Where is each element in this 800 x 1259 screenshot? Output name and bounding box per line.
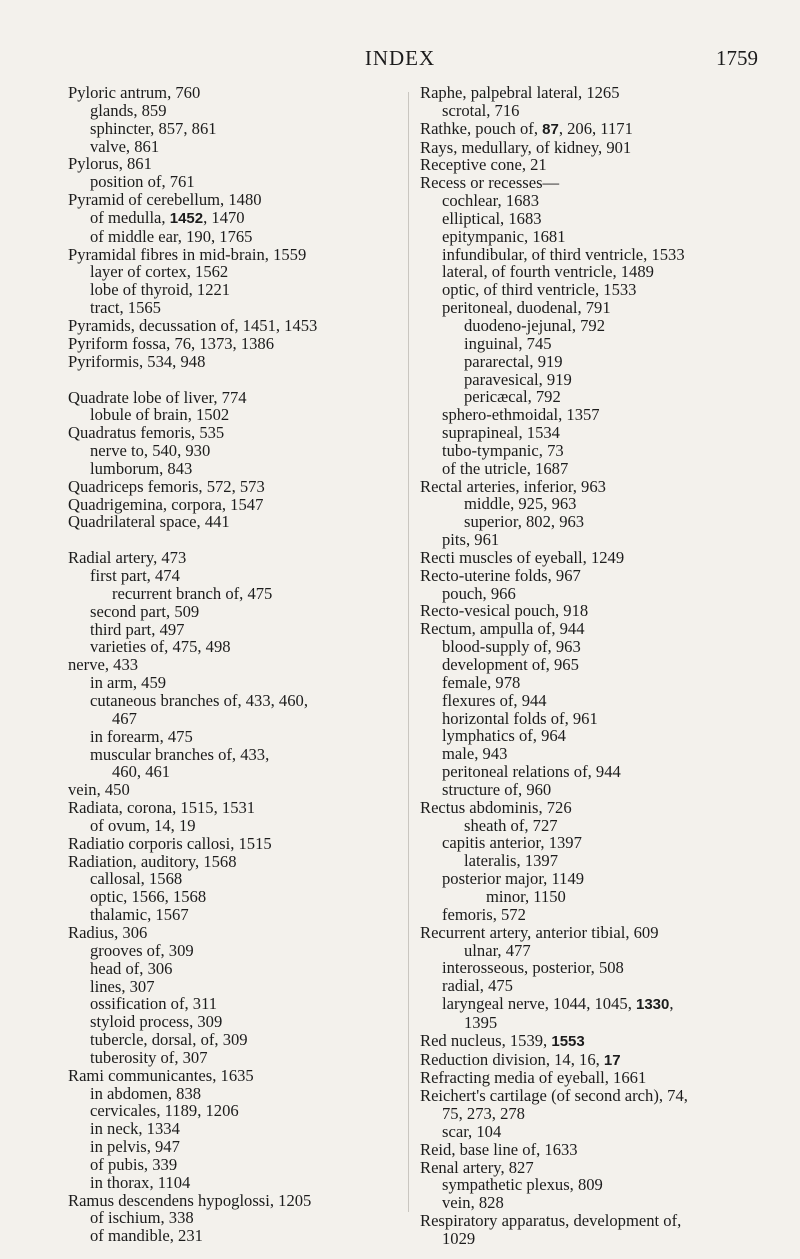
index-entry (420, 549, 760, 567)
index-entry (68, 281, 408, 299)
entry-text: optic, of third ventricle, 1533 (442, 280, 637, 300)
index-entry (68, 442, 408, 460)
index-entry (420, 924, 760, 942)
index-entry (68, 835, 408, 853)
entry-text: superior, 802, 963 (464, 512, 585, 532)
index-entry (68, 924, 408, 942)
entry-bold-ref: 1330 (636, 996, 670, 1014)
index-entry (68, 656, 408, 674)
index-entry (68, 870, 408, 888)
entry-text-after: , 1470 (203, 207, 245, 227)
index-entry (68, 942, 408, 960)
index-entry (68, 549, 408, 567)
entry-text: Respiratory apparatus, development of, (420, 1211, 682, 1231)
index-entry (420, 228, 760, 246)
entry-text: paravesical, 919 (464, 369, 572, 389)
index-entry (68, 353, 408, 371)
entry-text: position of, 761 (90, 172, 195, 192)
index-entry (420, 799, 760, 817)
index-entry (68, 1209, 408, 1227)
entry-text: tuberosity of, 307 (90, 1047, 208, 1067)
index-entry (68, 1174, 408, 1192)
entry-text: sympathetic plexus, 809 (442, 1175, 603, 1195)
index-entry (420, 942, 760, 960)
entry-text: Pyramid of cerebellum, 1480 (68, 190, 262, 210)
index-entry (68, 228, 408, 246)
entry-text: Radius, 306 (68, 922, 148, 942)
index-entry (420, 906, 760, 924)
index-entry (420, 84, 760, 102)
entry-text: development of, 965 (442, 655, 579, 674)
index-entry (420, 620, 760, 638)
entry-text: callosal, 1568 (90, 869, 183, 889)
entry-text: Reduction division, 14, 16, (420, 1049, 604, 1069)
entry-text: of pubis, 339 (90, 1154, 178, 1174)
entry-text: Pyriformis, 534, 948 (68, 351, 206, 371)
index-entry (68, 120, 408, 138)
entry-text: 467 (112, 708, 137, 728)
page-number: 1759 (716, 46, 758, 70)
entry-text: Quadrilateral space, 441 (68, 512, 230, 532)
entry-text: scar, 104 (442, 1121, 502, 1141)
index-entry (68, 1227, 408, 1245)
index-entry (420, 585, 760, 603)
entry-text: vein, 828 (442, 1193, 504, 1213)
entry-text: Rectal arteries, inferior, 963 (420, 476, 606, 496)
index-entry (68, 1013, 408, 1031)
entry-text: peritoneal relations of, 944 (442, 762, 621, 782)
index-entry (68, 173, 408, 191)
entry-text: Rami communicantes, 1635 (68, 1065, 254, 1085)
index-entry (68, 674, 408, 692)
entry-text: pits, 961 (442, 530, 500, 550)
entry-text: Recurrent artery, anterior tibial, 609 (420, 922, 659, 942)
index-entry (420, 870, 760, 888)
entry-text: tubercle, dorsal, of, 309 (90, 1030, 248, 1050)
index-entry (420, 156, 760, 174)
entry-text: of medulla, (90, 207, 170, 227)
index-entry (420, 1014, 760, 1032)
index-entry (420, 1230, 760, 1248)
entry-text: pericæcal, 792 (464, 387, 561, 407)
index-entry (68, 692, 408, 710)
entry-text: of the utricle, 1687 (442, 458, 569, 478)
index-entry (68, 246, 408, 264)
entry-text: in arm, 459 (90, 673, 167, 693)
entry-text: Radiatio corporis callosi, 1515 (68, 833, 272, 853)
entry-text: lines, 307 (90, 976, 155, 996)
section-gap (68, 531, 408, 549)
section-gap (68, 371, 408, 389)
entry-text: Ramus descendens hypoglossi, 1205 (68, 1190, 312, 1210)
entry-text: vein, 450 (68, 780, 130, 800)
entry-text: Quadrate lobe of liver, 774 (68, 387, 247, 407)
index-entry (68, 299, 408, 317)
index-entry (420, 120, 760, 139)
index-entry (68, 317, 408, 335)
index-entry (420, 317, 760, 335)
entry-text: Reichert's cartilage (of second arch), 74, (420, 1086, 688, 1106)
entry-text: muscular branches of, 433, (90, 744, 270, 764)
entry-text: of mandible, 231 (90, 1226, 203, 1246)
entry-text: Recti muscles of eyeball, 1249 (420, 547, 625, 567)
entry-text: Renal artery, 827 (420, 1157, 534, 1177)
entry-text: Quadrigemina, corpora, 1547 (68, 494, 264, 514)
index-entry (420, 263, 760, 281)
entry-text: 75, 273, 278 (442, 1104, 525, 1124)
entry-text: blood-supply of, 963 (442, 637, 581, 657)
entry-text: Rays, medullary, of kidney, 901 (420, 137, 632, 157)
entry-text: Pyriform fossa, 76, 1373, 1386 (68, 333, 275, 353)
index-entry (420, 1194, 760, 1212)
index-entry (68, 621, 408, 639)
entry-text: thalamic, 1567 (90, 905, 189, 925)
entry-text: Refracting media of eyeball, 1661 (420, 1068, 647, 1088)
index-entry (420, 388, 760, 406)
entry-text: nerve to, 540, 930 (90, 441, 211, 461)
entry-text: middle, 925, 963 (464, 494, 577, 514)
index-entry (420, 977, 760, 995)
entry-text: second part, 509 (90, 601, 200, 621)
index-entry (68, 960, 408, 978)
index-entry (420, 1123, 760, 1141)
entry-text: minor, 1150 (486, 886, 566, 906)
index-entry (68, 513, 408, 531)
entry-text: lumborum, 843 (90, 458, 193, 478)
entry-bold-ref: 87 (542, 120, 559, 138)
entry-text: interosseous, posterior, 508 (442, 958, 624, 978)
index-entry (68, 781, 408, 799)
index-entry (420, 495, 760, 513)
entry-text: Reid, base line of, 1633 (420, 1139, 578, 1159)
entry-text: tubo-tympanic, 73 (442, 440, 564, 460)
index-entry (68, 335, 408, 353)
index-entry (68, 710, 408, 728)
entry-text: Radiata, corona, 1515, 1531 (68, 798, 256, 818)
index-entry (68, 888, 408, 906)
entry-text: in pelvis, 947 (90, 1137, 180, 1157)
index-entry (68, 1085, 408, 1103)
index-entry (68, 191, 408, 209)
index-entry (68, 1138, 408, 1156)
entry-text: inguinal, 745 (464, 333, 552, 353)
index-entry (68, 1067, 408, 1085)
index-entry (68, 746, 408, 764)
entry-text: cervicales, 1189, 1206 (90, 1101, 239, 1121)
entry-text: lateral, of fourth ventricle, 1489 (442, 262, 654, 282)
index-entry (68, 155, 408, 173)
entry-text: first part, 474 (90, 566, 180, 586)
index-entry (68, 585, 408, 603)
entry-text: in abdomen, 838 (90, 1083, 202, 1103)
index-entry (420, 1176, 760, 1194)
entry-text: third part, 497 (90, 619, 185, 639)
entry-text: infundibular, of third ventricle, 1533 (442, 244, 685, 264)
index-entry (68, 84, 408, 102)
index-entry (68, 978, 408, 996)
entry-bold-ref: 1452 (169, 209, 204, 227)
index-entry (420, 727, 760, 745)
entry-text: sheath of, 727 (464, 815, 558, 835)
index-entry (420, 656, 760, 674)
entry-text: head of, 306 (90, 958, 173, 978)
entry-text: Red nucleus, 1539, (420, 1030, 552, 1050)
index-entry (68, 1192, 408, 1210)
index-entry (68, 1049, 408, 1067)
index-entry (68, 424, 408, 442)
index-entry (420, 1212, 760, 1230)
index-entry (420, 371, 760, 389)
entry-text: horizontal folds of, 961 (442, 708, 598, 728)
entry-text: pouch, 966 (442, 583, 516, 603)
entry-text: in thorax, 1104 (90, 1172, 191, 1192)
index-entry (68, 638, 408, 656)
entry-text: tract, 1565 (90, 298, 161, 318)
entry-text: in neck, 1334 (90, 1119, 180, 1139)
index-entry (420, 1032, 760, 1051)
entry-text: ulnar, 477 (464, 940, 531, 960)
entry-text: laryngeal nerve, 1044, 1045, (442, 994, 636, 1014)
entry-text: lymphatics of, 964 (442, 726, 566, 746)
index-entry (420, 1087, 760, 1105)
index-entry (420, 424, 760, 442)
entry-text: Recess or recesses— (420, 173, 560, 193)
entry-text: elliptical, 1683 (442, 208, 542, 228)
index-entry (420, 567, 760, 585)
entry-text: recurrent branch of, 475 (112, 583, 273, 603)
entry-text: in forearm, 475 (90, 726, 193, 746)
entry-text: flexures of, 944 (442, 690, 547, 710)
index-entry (420, 1141, 760, 1159)
entry-text: lobule of brain, 1502 (90, 405, 230, 425)
entry-text: female, 978 (442, 672, 521, 692)
index-entry (420, 888, 760, 906)
entry-text: styloid process, 309 (90, 1012, 223, 1032)
index-entry (420, 442, 760, 460)
index-entry (420, 763, 760, 781)
index-entry (68, 603, 408, 621)
index-entry (420, 1051, 760, 1070)
index-entry (68, 728, 408, 746)
entry-text: Recto-vesical pouch, 918 (420, 601, 589, 621)
index-entry (420, 353, 760, 371)
entry-text: Quadriceps femoris, 572, 573 (68, 476, 265, 496)
entry-text: lateralis, 1397 (464, 851, 559, 871)
index-entry (420, 406, 760, 424)
index-entry (420, 995, 760, 1014)
index-entry (420, 192, 760, 210)
index-entry (420, 478, 760, 496)
entry-text: Quadratus femoris, 535 (68, 423, 225, 443)
entry-text: structure of, 960 (442, 779, 552, 799)
entry-text: Pyramidal fibres in mid-brain, 1559 (68, 244, 307, 264)
index-entry (420, 781, 760, 799)
index-entry (420, 710, 760, 728)
entry-text: posterior major, 1149 (442, 869, 585, 889)
entry-text-after: , (669, 994, 674, 1014)
entry-text: Radial artery, 473 (68, 548, 187, 568)
index-entry (68, 1156, 408, 1174)
entry-text: nerve, 433 (68, 655, 139, 675)
index-entry (420, 531, 760, 549)
index-entry (68, 763, 408, 781)
index-entry (420, 817, 760, 835)
entry-text: duodeno-jejunal, 792 (464, 315, 606, 335)
entry-bold-ref: 17 (603, 1051, 621, 1069)
index-entry (420, 638, 760, 656)
index-entry (68, 389, 408, 407)
index-entry (68, 209, 408, 228)
index-entry (420, 139, 760, 157)
index-entry (68, 406, 408, 424)
index-entry (68, 138, 408, 156)
entry-text: Rectus abdominis, 726 (420, 797, 572, 817)
index-entry (420, 852, 760, 870)
entry-text: epitympanic, 1681 (442, 226, 566, 246)
index-entry (68, 853, 408, 871)
index-entry (68, 995, 408, 1013)
entry-text: grooves of, 309 (90, 940, 194, 960)
index-entry (420, 460, 760, 478)
entry-text: of ischium, 338 (90, 1208, 194, 1228)
entry-text: suprapineal, 1534 (442, 423, 560, 443)
index-entry (420, 1069, 760, 1087)
entry-text: Pyramids, decussation of, 1451, 1453 (68, 315, 318, 335)
entry-text: of ovum, 14, 19 (90, 815, 196, 835)
entry-text: lobe of thyroid, 1221 (90, 280, 231, 300)
index-entry (420, 745, 760, 763)
entry-text: Pylorus, 861 (68, 154, 152, 174)
index-entry (68, 478, 408, 496)
entry-text: 1029 (442, 1229, 476, 1248)
index-entry (68, 496, 408, 514)
index-entry (68, 460, 408, 478)
index-entry (420, 210, 760, 228)
entry-text: cutaneous branches of, 433, 460, (90, 691, 308, 710)
entry-bold-ref: 1553 (551, 1032, 585, 1050)
entry-text: Recto-uterine folds, 967 (420, 565, 581, 585)
column-divider (408, 92, 409, 1212)
entry-text: valve, 861 (90, 136, 160, 156)
entry-text: pararectal, 919 (464, 351, 563, 371)
index-entry (68, 567, 408, 585)
entry-text: Rectum, ampulla of, 944 (420, 619, 585, 639)
index-entry (420, 102, 760, 120)
entry-text: layer of cortex, 1562 (90, 262, 229, 282)
entry-text: femoris, 572 (442, 904, 526, 924)
entry-text: Receptive cone, 21 (420, 155, 547, 175)
index-entry (68, 1031, 408, 1049)
entry-text: 460, 461 (112, 762, 171, 782)
index-entry (68, 1102, 408, 1120)
index-entry (68, 906, 408, 924)
entry-text: peritoneal, duodenal, 791 (442, 298, 611, 318)
index-entry (420, 174, 760, 192)
index-entry (420, 834, 760, 852)
index-entry (420, 513, 760, 531)
index-entry (68, 799, 408, 817)
entry-text: capitis anterior, 1397 (442, 833, 582, 853)
index-column-left (68, 84, 408, 1245)
index-entry (420, 1105, 760, 1123)
index-entry (68, 102, 408, 120)
entry-text: 1395 (464, 1012, 498, 1032)
index-entry (68, 263, 408, 281)
entry-text: of middle ear, 190, 1765 (90, 226, 253, 246)
entry-text: glands, 859 (90, 100, 167, 120)
entry-text: ossification of, 311 (90, 994, 218, 1014)
index-entry (420, 246, 760, 264)
index-title: INDEX (364, 46, 436, 70)
entry-text-after: , 206, 1171 (558, 118, 633, 138)
index-entry (68, 1120, 408, 1138)
entry-text: scrotal, 716 (442, 100, 520, 120)
entry-text: Raphe, palpebral lateral, 1265 (420, 83, 620, 102)
entry-text: Rathke, pouch of, (420, 118, 543, 138)
index-entry (420, 692, 760, 710)
index-entry (420, 335, 760, 353)
entry-text: varieties of, 475, 498 (90, 637, 231, 657)
index-entry (68, 817, 408, 835)
entry-text: Pyloric antrum, 760 (68, 83, 201, 102)
entry-text: Radiation, auditory, 1568 (68, 851, 237, 871)
entry-text: sphincter, 857, 861 (90, 118, 217, 138)
entry-text: cochlear, 1683 (442, 191, 540, 211)
index-column-right (420, 84, 760, 1248)
index-entry (420, 299, 760, 317)
index-entry (420, 1159, 760, 1177)
entry-text: optic, 1566, 1568 (90, 887, 207, 907)
index-entry (420, 959, 760, 977)
index-entry (420, 674, 760, 692)
entry-text: sphero-ethmoidal, 1357 (442, 405, 600, 425)
entry-text: male, 943 (442, 744, 508, 764)
entry-text: radial, 475 (442, 976, 513, 996)
index-entry (420, 602, 760, 620)
index-entry (420, 281, 760, 299)
